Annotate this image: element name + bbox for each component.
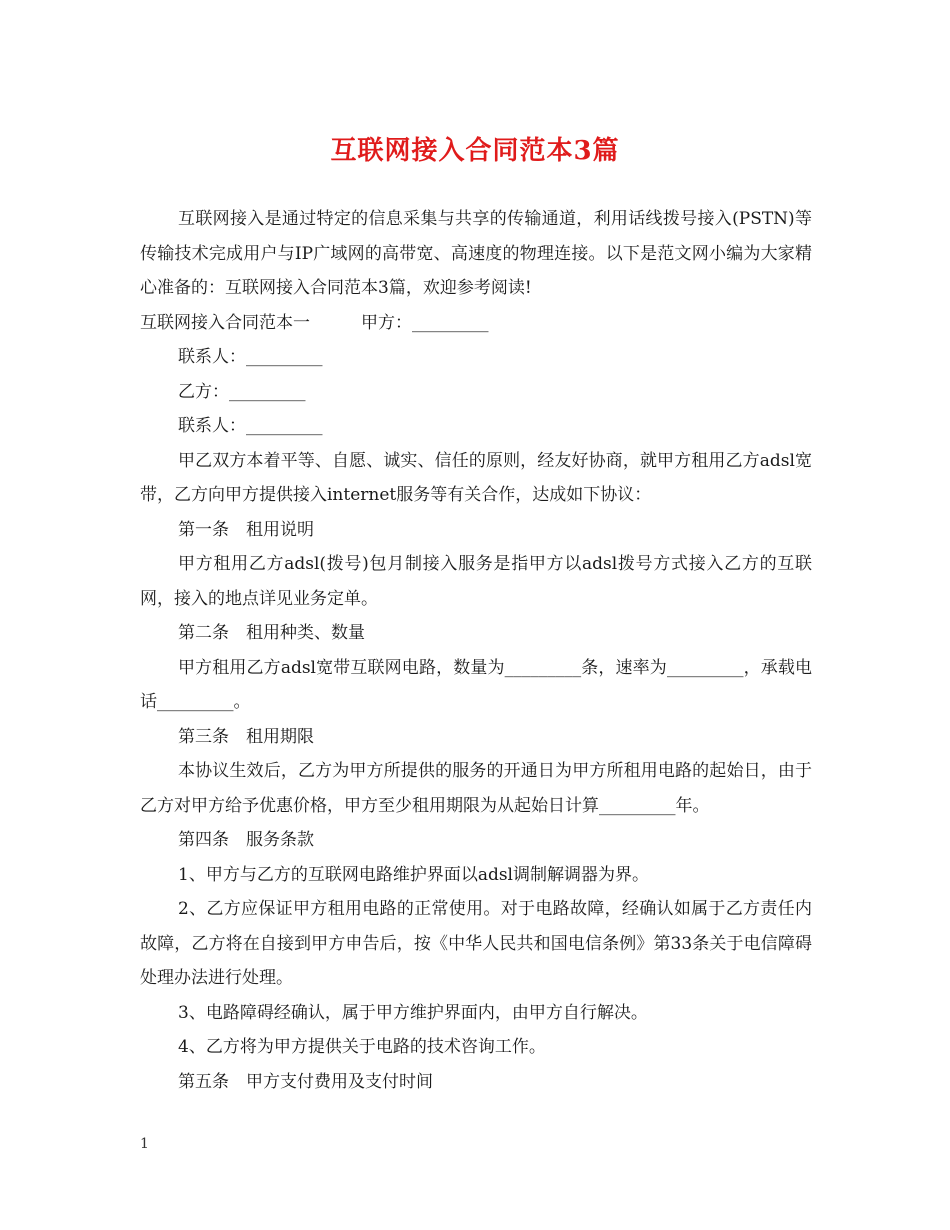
- paragraph-contract-heading: 互联网接入合同范本一 甲方：_________: [140, 312, 489, 333]
- article-1-heading: 第一条 租用说明: [178, 519, 314, 540]
- article-2-heading: 第二条 租用种类、数量: [178, 623, 365, 643]
- document-body: [140, 202, 812, 1099]
- article-4-item-2: 2、乙方应保证甲方租用电路的正常使用。对于电路故障，经确认如属于乙方责任内故障，乙方将在自接到甲方申告后，按《中华人民共和国电信条例》第33条关于电信障碍处理办法进行处理。: [140, 899, 812, 988]
- page-number: 1: [140, 1136, 149, 1152]
- article-3-body: 本协议生效后，乙方为甲方所提供的服务的开通日为甲方所租用电路的起始日，由于乙方对甲方给予优惠价格，甲方至少租用期限为从起始日计算_________年。: [140, 761, 812, 816]
- article-4-heading: 第四条 服务条款: [178, 830, 314, 850]
- paragraph-party-b: 乙方：_________: [178, 381, 306, 402]
- paragraph-preamble: 甲乙双方本着平等、自愿、诚实、信任的原则，经友好协商，就甲方租用乙方adsl宽带，乙方向甲方提供接入internet服务等有关合作，达成如下协议：: [140, 450, 812, 505]
- article-5-heading: 第五条 甲方支付费用及支付时间: [178, 1071, 433, 1092]
- article-4-item-1: 1、甲方与乙方的互联网电路维护界面以adsl调制解调器为界。: [178, 864, 649, 885]
- article-4-item-4: 4、乙方将为甲方提供关于电路的技术咨询工作。: [178, 1037, 546, 1057]
- paragraph-party-b-contact: 联系人：_________: [178, 416, 323, 436]
- article-4-item-3: 3、电路障碍经确认，属于甲方维护界面内，由甲方自行解决。: [178, 1002, 648, 1023]
- article-3-heading: 第三条 租用期限: [178, 726, 314, 747]
- paragraph-party-a-contact: 联系人：_________: [178, 347, 323, 367]
- paragraph-intro: 互联网接入是通过特定的信息采集与共享的传输通道，利用话线拨号接入(PSTN)等传输技术完成用户与IP广域网的高带宽、高速度的物理连接。以下是范文网小编为大家精心准备的：互联网接入合同范本3篇，欢迎参考阅读!: [140, 209, 812, 298]
- article-2-body: 甲方租用乙方adsl宽带互联网电路，数量为_________条，速率为_________，承载电话_________。: [140, 657, 812, 712]
- article-1-body: 甲方租用乙方adsl(拨号)包月制接入服务是指甲方以adsl拨号方式接入乙方的互联网，接入的地点详见业务定单。: [140, 554, 812, 609]
- document-title: 互联网接入合同范本3篇: [330, 136, 620, 166]
